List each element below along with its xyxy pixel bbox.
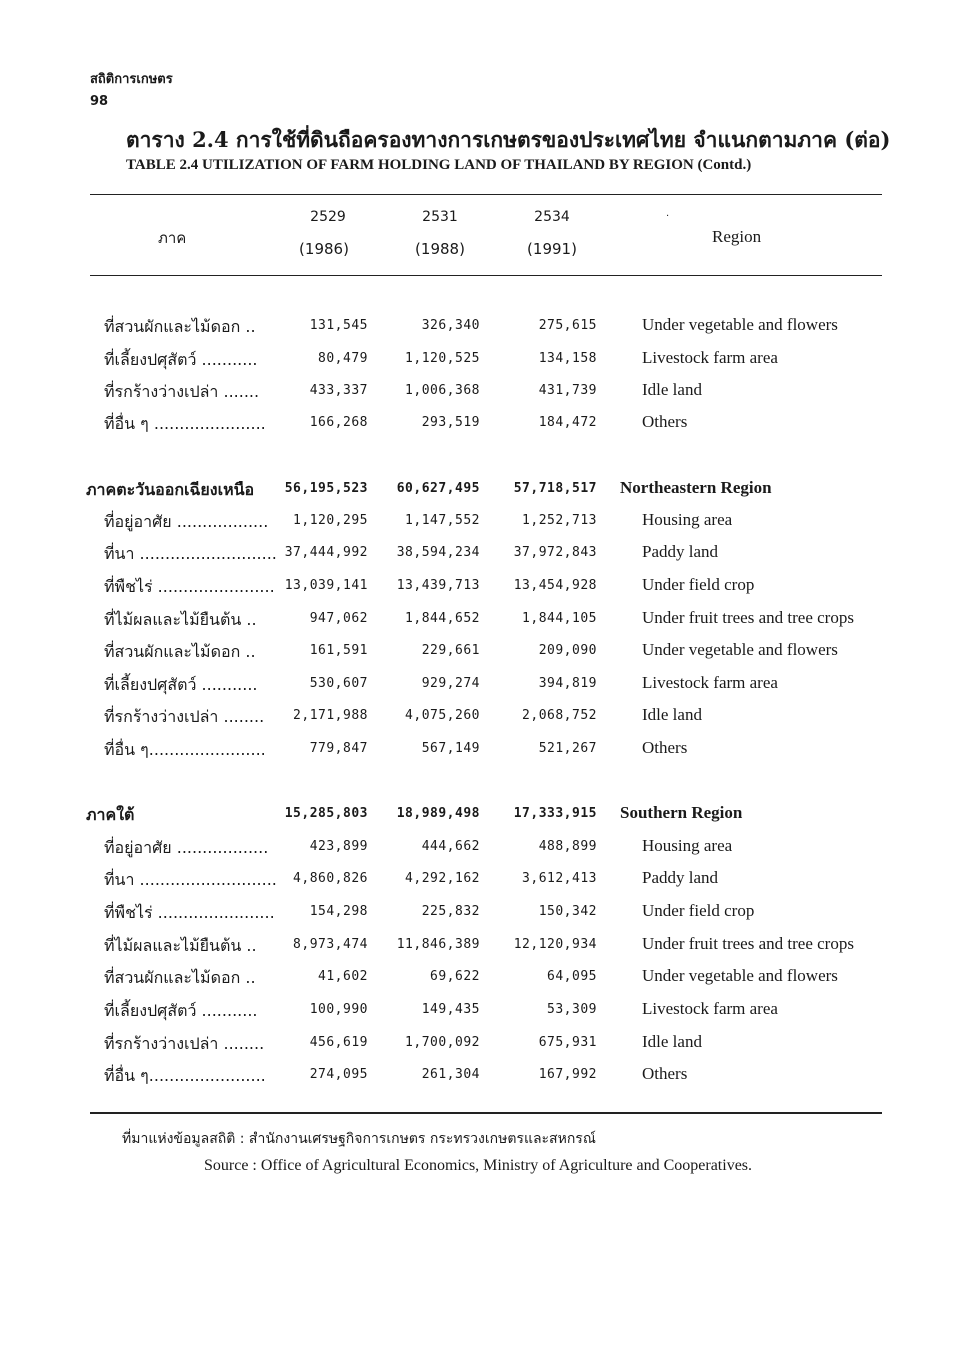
land-use-thai: ที่พืชไร่ ....................... [104,577,275,596]
table-row [0,1064,966,1092]
value-1991: 2,068,752 [522,708,597,723]
value-1986: 8,973,474 [293,937,368,952]
table-row [0,640,966,668]
value-1986: 274,095 [309,1067,368,1082]
region-name-thai: ภาคใต้ [86,805,135,824]
value-1991: 12,120,934 [513,937,597,952]
table-row [0,705,966,733]
value-1991: 209,090 [538,643,597,658]
table-bottom-rule [90,1112,882,1114]
land-use-english: Under vegetable and flowers [642,966,838,985]
table-row [0,934,966,962]
land-use-english: Idle land [642,380,702,399]
header-year-1: 2529 [310,209,346,225]
land-use-english: Others [642,412,688,431]
land-use-english: Housing area [642,510,733,529]
value-1986: 779,847 [309,741,368,756]
land-use-english: Others [642,738,688,757]
table-row [0,348,966,376]
land-use-english: Housing area [642,836,733,855]
value-1988: 293,519 [421,415,480,430]
value-1986: 100,990 [309,1002,368,1017]
value-1986: 433,337 [309,383,368,398]
land-use-english: Idle land [642,705,702,724]
header-year-3: 2534 [534,209,570,225]
table-row [0,412,966,440]
land-use-english: Under field crop [642,901,755,920]
header-year-2: 2531 [422,209,458,225]
land-use-thai: ที่สวนผักและไม้ดอก .. [104,317,256,336]
land-use-thai: ที่เลี้ยงปศุสัตว์ ........... [104,350,258,369]
value-1991: 488,899 [538,839,597,854]
land-use-thai: ที่สวนผักและไม้ดอก .. [104,642,256,661]
value-1988: 929,274 [421,676,480,691]
table-row [0,1032,966,1060]
value-1991: 184,472 [538,415,597,430]
table-row [0,901,966,929]
value-1991: 521,267 [538,741,597,756]
table-row [0,738,966,766]
value-1991: 275,615 [538,318,597,333]
table-row [0,510,966,538]
value-1991: 64,095 [547,969,597,984]
value-1986: 131,545 [309,318,368,333]
value-1991: 17,333,915 [513,806,597,821]
value-1991: 394,819 [538,676,597,691]
land-use-thai: ที่ไม้ผลและไม้ยืนต้น .. [104,936,257,955]
value-1988: 567,149 [421,741,480,756]
value-1988: 149,435 [421,1002,480,1017]
value-1991: 150,342 [538,904,597,919]
table-row [0,380,966,408]
table-row [0,673,966,701]
land-use-english: Others [642,1064,688,1083]
value-1988: 13,439,713 [396,578,480,593]
land-use-thai: ที่ไม้ผลและไม้ยืนต้น .. [104,610,257,629]
value-1986: 166,268 [309,415,368,430]
table-title-english: TABLE 2.4 UTILIZATION OF FARM HOLDING LAND OF THAILAND BY REGION (Contd.) [126,157,752,173]
value-1988: 225,832 [421,904,480,919]
header-region-english: Region [712,227,762,246]
value-1988: 4,075,260 [405,708,480,723]
land-use-thai: ที่อื่น ๆ ...................... [104,414,266,433]
table-row [0,608,966,636]
land-use-english: Livestock farm area [642,999,778,1018]
value-1988: 261,304 [421,1067,480,1082]
land-use-english: Livestock farm area [642,673,778,692]
land-use-english: Livestock farm area [642,348,778,367]
value-1988: 69,622 [430,969,480,984]
value-1986: 161,591 [309,643,368,658]
region-total-row [0,803,966,831]
value-1986: 1,120,295 [293,513,368,528]
table-row [0,315,966,343]
value-1986: 423,899 [309,839,368,854]
region-total-row [0,478,966,506]
table-row [0,542,966,570]
value-1991: 13,454,928 [513,578,597,593]
value-1986: 13,039,141 [284,578,368,593]
value-1986: 15,285,803 [284,806,368,821]
land-use-thai: ที่อยู่อาศัย .................. [104,838,269,857]
land-use-thai: ที่รกร้างว่างเปล่า ....... [104,382,260,401]
land-use-english: Idle land [642,1032,702,1051]
header-region-thai: ภาค [158,229,187,247]
value-1991: 53,309 [547,1002,597,1017]
value-1986: 154,298 [309,904,368,919]
table-row [0,575,966,603]
value-1991: 37,972,843 [513,545,597,560]
value-1991: 57,718,517 [513,481,597,496]
region-name-english: Northeastern Region [620,478,772,497]
land-use-thai: ที่พืชไร่ ....................... [104,903,275,922]
land-use-english: Under fruit trees and tree crops [642,934,854,953]
value-1991: 1,252,713 [522,513,597,528]
land-use-thai: ที่อยู่อาศัย .................. [104,512,269,531]
land-use-thai: ที่อื่น ๆ....................... [104,1066,266,1085]
running-head: สถิติการเกษตร [90,72,173,87]
land-use-thai: ที่อื่น ๆ....................... [104,740,266,759]
land-use-english: Under vegetable and flowers [642,640,838,659]
value-1986: 2,171,988 [293,708,368,723]
land-use-thai: ที่นา ........................... [104,544,277,563]
value-1988: 1,700,092 [405,1035,480,1050]
value-1988: 60,627,495 [396,481,480,496]
value-1988: 444,662 [421,839,480,854]
value-1991: 1,844,105 [522,611,597,626]
region-name-english: Southern Region [620,803,743,822]
land-use-thai: ที่รกร้างว่างเปล่า ........ [104,707,265,726]
land-use-english: Paddy land [642,542,719,561]
value-1988: 18,989,498 [396,806,480,821]
page-number: 98 [90,94,109,109]
header-mark: · [666,211,670,222]
value-1988: 38,594,234 [396,545,480,560]
header-ce-2: (1988) [415,240,465,258]
value-1991: 167,992 [538,1067,597,1082]
value-1986: 56,195,523 [284,481,368,496]
value-1986: 80,479 [318,351,368,366]
value-1986: 530,607 [309,676,368,691]
value-1988: 4,292,162 [405,871,480,886]
value-1991: 134,158 [538,351,597,366]
header-ce-1: (1986) [299,240,349,258]
land-use-english: Under vegetable and flowers [642,315,838,334]
table-row [0,868,966,896]
value-1986: 37,444,992 [284,545,368,560]
header-ce-3: (1991) [527,240,577,258]
value-1988: 326,340 [421,318,480,333]
value-1986: 4,860,826 [293,871,368,886]
value-1986: 947,062 [309,611,368,626]
table-title-thai: ตาราง 2.4 การใช้ที่ดินถือครองทางการเกษตรของประเทศไทย จำแนกตามภาค (ต่อ) [126,127,891,152]
value-1988: 1,147,552 [405,513,480,528]
source-note-english: Source : Office of Agricultural Economics, Ministry of Agriculture and Cooperatives. [204,1157,753,1174]
value-1988: 11,846,389 [396,937,480,952]
table-row [0,836,966,864]
value-1986: 456,619 [309,1035,368,1050]
table-row [0,999,966,1027]
value-1988: 1,844,652 [405,611,480,626]
land-use-thai: ที่นา ........................... [104,870,277,889]
land-use-thai: ที่รกร้างว่างเปล่า ........ [104,1034,265,1053]
value-1991: 3,612,413 [522,871,597,886]
value-1988: 1,120,525 [405,351,480,366]
value-1988: 1,006,368 [405,383,480,398]
land-use-thai: ที่เลี้ยงปศุสัตว์ ........... [104,1001,258,1020]
land-use-english: Under fruit trees and tree crops [642,608,854,627]
region-name-thai: ภาคตะวันออกเฉียงเหนือ [86,480,255,499]
value-1991: 675,931 [538,1035,597,1050]
land-use-thai: ที่สวนผักและไม้ดอก .. [104,968,256,987]
table-row [0,966,966,994]
value-1991: 431,739 [538,383,597,398]
source-note-thai: ที่มาแห่งข้อมูลสถิติ : สำนักงานเศรษฐกิจการเกษตร กระทรวงเกษตรและสหกรณ์ [122,1131,596,1147]
land-use-thai: ที่เลี้ยงปศุสัตว์ ........... [104,675,258,694]
value-1986: 41,602 [318,969,368,984]
value-1988: 229,661 [421,643,480,658]
land-use-english: Under field crop [642,575,755,594]
land-use-english: Paddy land [642,868,719,887]
